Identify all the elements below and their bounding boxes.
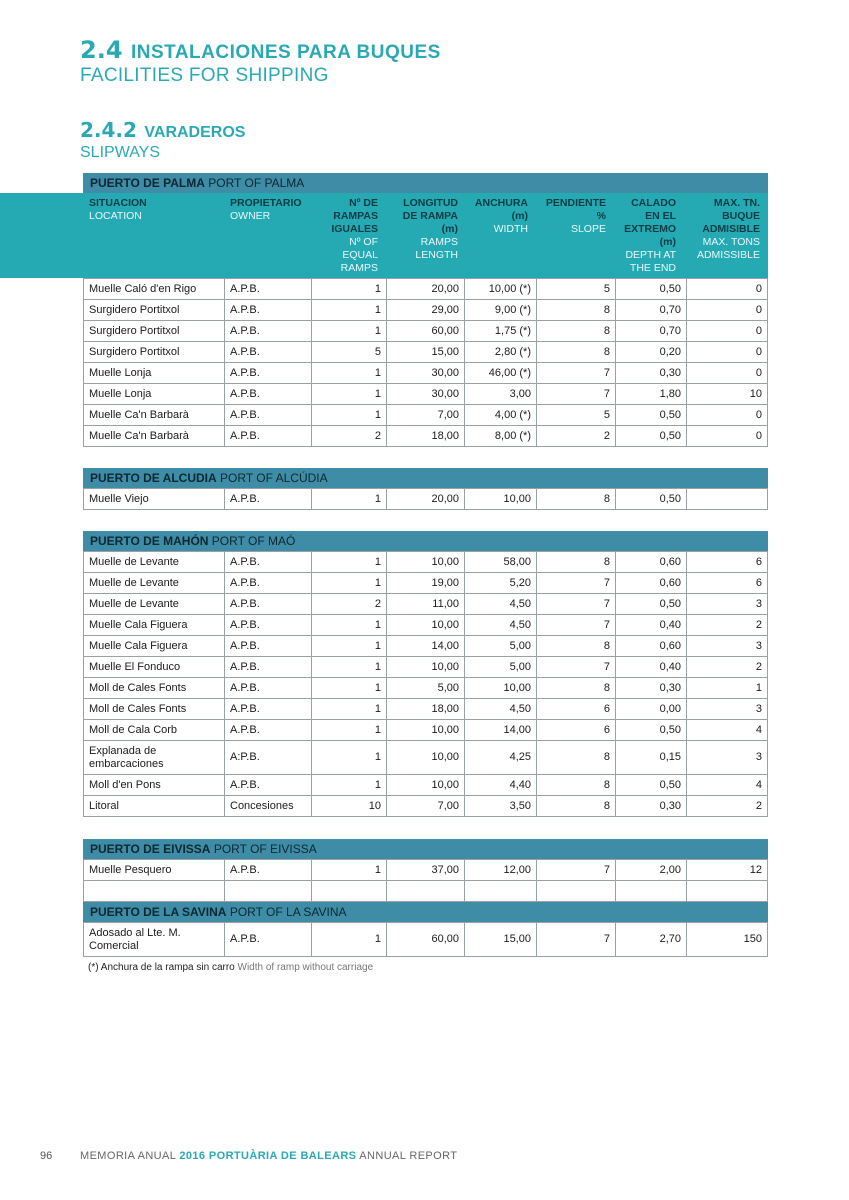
footnote [88, 962, 373, 973]
section-number: 2.4 [80, 36, 123, 64]
port-name-en: PORT OF LA SAVINA [229, 905, 347, 919]
table-row: Muelle Cala Figuera A.P.B. 1 10,00 4,50 7 0,40 2 [83, 615, 768, 636]
table-row [83, 881, 768, 902]
page-number: 96 [40, 1150, 53, 1162]
port-name-es: PUERTO DE EIVISSA [90, 842, 211, 856]
footer-bold: 2016 PORTUÀRIA DE BALEARS [179, 1150, 357, 1162]
subsection-title-en: SLIPWAYS [80, 144, 161, 161]
subsection-heading [80, 118, 245, 142]
table-row: Muelle Ca'n Barbarà A.P.B. 1 7,00 4,00 (*) 5 0,50 0 [83, 405, 768, 426]
port-name-es: PUERTO DE PALMA [90, 176, 205, 190]
table-row: Muelle Pesquero A.P.B. 1 37,00 12,00 7 2,00 12 [83, 859, 768, 881]
col-header-width: ANCHURA (m) WIDTH [474, 197, 528, 235]
table-row: Muelle El Fonduco A.P.B. 1 10,00 5,00 7 0,40 2 [83, 657, 768, 678]
table-row: Muelle Viejo A.P.B. 1 20,00 10,00 8 0,50 [83, 488, 768, 510]
subsection-title-es: VARADEROS [144, 124, 246, 141]
table-row: Surgidero Portitxol A.P.B. 1 29,00 9,00 (*) 8 0,70 0 [83, 300, 768, 321]
footer-post: ANNUAL REPORT [359, 1150, 458, 1162]
subsection-number: 2.4.2 [80, 118, 137, 142]
table-row: Adosado al Lte. M. Comercial A.P.B. 1 60,00 15,00 7 2,70 150 [83, 922, 768, 957]
section-title-es: INSTALACIONES PARA BUQUES [130, 42, 441, 63]
footer [80, 1150, 457, 1162]
decorative-band [0, 193, 83, 278]
section-heading [80, 36, 441, 64]
footnote-en: Width of ramp without carriage [237, 962, 374, 973]
col-header-depth: CALADO EN EL EXTREMO (m) DEPTH AT THE END [624, 197, 676, 274]
table-row: Muelle Lonja A.P.B. 1 30,00 3,00 7 1,80 10 [83, 384, 768, 405]
table-row: Muelle Caló d'en Rigo A.P.B. 1 20,00 10,00 (*) 5 0,50 0 [83, 278, 768, 300]
port-header-savina [83, 902, 768, 922]
table-row: Explanada de embarcaciones A:P.B. 1 10,00 4,25 8 0,15 3 [83, 741, 768, 775]
table-row: Muelle Ca'n Barbarà A.P.B. 2 18,00 8,00 (*) 2 0,50 0 [83, 426, 768, 447]
port-name-en: PORT OF EIVISSA [213, 842, 317, 856]
table-row: Surgidero Portitxol A.P.B. 5 15,00 2,80 (*) 8 0,20 0 [83, 342, 768, 363]
port-name-es: PUERTO DE ALCUDIA [90, 471, 217, 485]
section-title-en: FACILITIES FOR SHIPPING [80, 65, 329, 86]
port-header-mahon [83, 531, 768, 551]
col-header-slope: PENDIENTE % SLOPE [545, 197, 606, 235]
col-header-location: SITUACION LOCATION [89, 197, 147, 222]
port-header-eivissa [83, 839, 768, 859]
port-name-en: PORT OF PALMA [208, 176, 305, 190]
port-header-palma [83, 173, 768, 193]
table-row: Muelle Cala Figuera A.P.B. 1 14,00 5,00 8 0,60 3 [83, 636, 768, 657]
table-row: Litoral Concesiones 10 7,00 3,50 8 0,30 2 [83, 796, 768, 817]
table-row: Muelle de Levante A.P.B. 1 10,00 58,00 8 0,60 6 [83, 551, 768, 573]
col-header-max-tons: MAX. TN. BUQUE ADMISIBLE MAX. TONS ADMISSIBLE [696, 197, 760, 261]
port-name-en: PORT OF MAÓ [211, 534, 296, 548]
col-header-owner: PROPIETARIO OWNER [230, 197, 302, 222]
table-row: Surgidero Portitxol A.P.B. 1 60,00 1,75 (*) 8 0,70 0 [83, 321, 768, 342]
table-row: Moll d'en Pons A.P.B. 1 10,00 4,40 8 0,50 4 [83, 775, 768, 796]
col-header-ramps: Nº DE RAMPAS IGUALES Nº OF EQUAL RAMPS [331, 197, 378, 274]
port-name-es: PUERTO DE MAHÓN [90, 534, 209, 548]
footnote-es: (*) Anchura de la rampa sin carro [88, 962, 235, 973]
port-name-en: PORT OF ALCÚDIA [220, 471, 328, 485]
col-header-length: LONGITUD DE RAMPA (m) RAMPS LENGTH [402, 197, 458, 261]
port-name-es: PUERTO DE LA SAVINA [90, 905, 227, 919]
table-row: Muelle de Levante A.P.B. 2 11,00 4,50 7 0,50 3 [83, 594, 768, 615]
footer-pre: MEMORIA ANUAL [80, 1150, 176, 1162]
table-row: Moll de Cala Corb A.P.B. 1 10,00 14,00 6 0,50 4 [83, 720, 768, 741]
table-row: Muelle de Levante A.P.B. 1 19,00 5,20 7 0,60 6 [83, 573, 768, 594]
port-header-alcudia [83, 468, 768, 488]
table-row: Muelle Lonja A.P.B. 1 30,00 46,00 (*) 7 0,30 0 [83, 363, 768, 384]
table-row: Moll de Cales Fonts A.P.B. 1 18,00 4,50 6 0,00 3 [83, 699, 768, 720]
table-row: Moll de Cales Fonts A.P.B. 1 5,00 10,00 8 0,30 1 [83, 678, 768, 699]
